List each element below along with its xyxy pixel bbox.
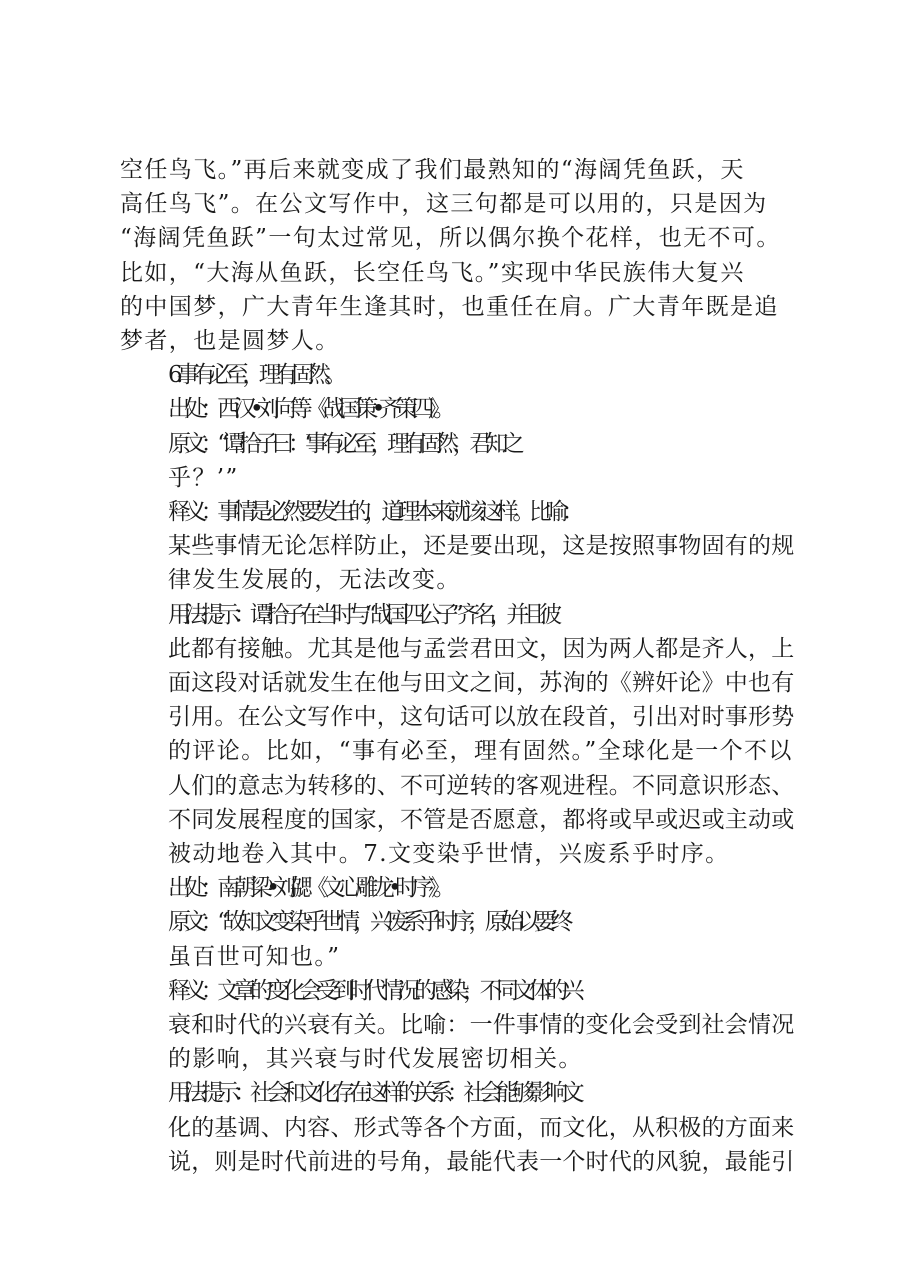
text-line: “海阔凭鱼跃”一句太过常见，所以偶尔换个花样，也无不可。	[120, 225, 781, 252]
text-line: 不同发展程度的国家，不管是否愿意，都将或早或迟或主动或	[168, 806, 795, 833]
paragraph	[120, 427, 796, 495]
text-line: 的评论。比如，“事有必至，理有固然。”全球化是一个不以	[168, 738, 793, 765]
text-line: 空任鸟飞。”再后来就变成了我们最熟知的“海阔凭鱼跃，天	[120, 157, 745, 183]
body-text	[120, 153, 796, 1179]
text-line: 某些事情无论怎样防止，还是要出现，这是按照事物固有的规	[168, 533, 795, 560]
paragraph	[120, 495, 796, 598]
text-line: 的中国梦，广大青年生逢其时，也重任在肩。广大青年既是追	[120, 293, 779, 320]
paragraph	[120, 871, 796, 905]
text-line: 人们的意志为转移的、不可逆转的客观进程。不同意识形态、	[168, 772, 795, 799]
text-line: 被动地卷入其中。7.文变染乎世情，兴废系乎时序。	[168, 841, 730, 868]
text-line: 出处：南朝梁•刘勰《文心雕龙•时序》。	[168, 875, 450, 902]
text-line: 用法提示：社会和文化存在这样的关系：社会能够影响文	[168, 1080, 579, 1107]
paragraph	[120, 392, 796, 426]
paragraph	[120, 974, 796, 1077]
text-line: 出处：西汉•刘向等《战国策•齐策四》。	[168, 396, 450, 423]
text-line: 释义：事情是必然要发生的，道理本来就该这样。比喻：	[168, 499, 579, 526]
text-line: 用法提示：谭拾子在当时与“战国四公子”齐名，并且彼	[168, 601, 556, 628]
paragraph	[120, 1076, 796, 1179]
text-line: 此都有接触。尤其是他与孟尝君田文，因为两人都是齐人，上	[168, 635, 795, 662]
text-line: 面这段对话就发生在他与田文之间，苏洵的《辨奸论》中也有	[168, 670, 795, 697]
text-line: 乎？’”	[168, 464, 239, 491]
text-line: 梦者，也是圆梦人。	[120, 328, 340, 355]
text-line: 衰和时代的兴衰有关。比喻：一件事情的变化会受到社会情况	[168, 1012, 795, 1039]
text-line: 说，则是时代前进的号角，最能代表一个时代的风貌，最能引	[168, 1148, 795, 1175]
text-line: 引用。在公文写作中，这句话可以放在段首，引出对时事形势	[168, 704, 795, 731]
text-line: 高任鸟飞”。在公文写作中，这三句都是可以用的，只是因为	[120, 191, 768, 218]
text-line: 比如，“大海从鱼跃，长空任鸟飞。”实现中华民族伟大复兴	[120, 259, 745, 286]
text-line: 律发生发展的，无法改变。	[168, 567, 461, 594]
paragraph	[120, 598, 796, 872]
text-line: 化的基调、内容、形式等各个方面，而文化，从积极的方面来	[168, 1114, 795, 1141]
text-line: 原文：“谭拾子曰：‘事有必至，理有固然，君知之	[168, 430, 519, 457]
text-line: 的影响，其兴衰与时代发展密切相关。	[168, 1046, 583, 1073]
text-line: 原文：“故知文变染乎世情，兴废系乎时序，原始以要终	[168, 909, 567, 936]
text-line: 释义：文章的变化会受到时代情况的感染，不同文体的兴	[168, 977, 579, 1004]
text-line: 6.事有必至，理有固然。	[168, 362, 341, 389]
text-line: 虽百世可知也。”	[168, 943, 341, 970]
paragraph	[120, 358, 796, 392]
paragraph	[120, 905, 796, 973]
paragraph	[120, 153, 796, 358]
